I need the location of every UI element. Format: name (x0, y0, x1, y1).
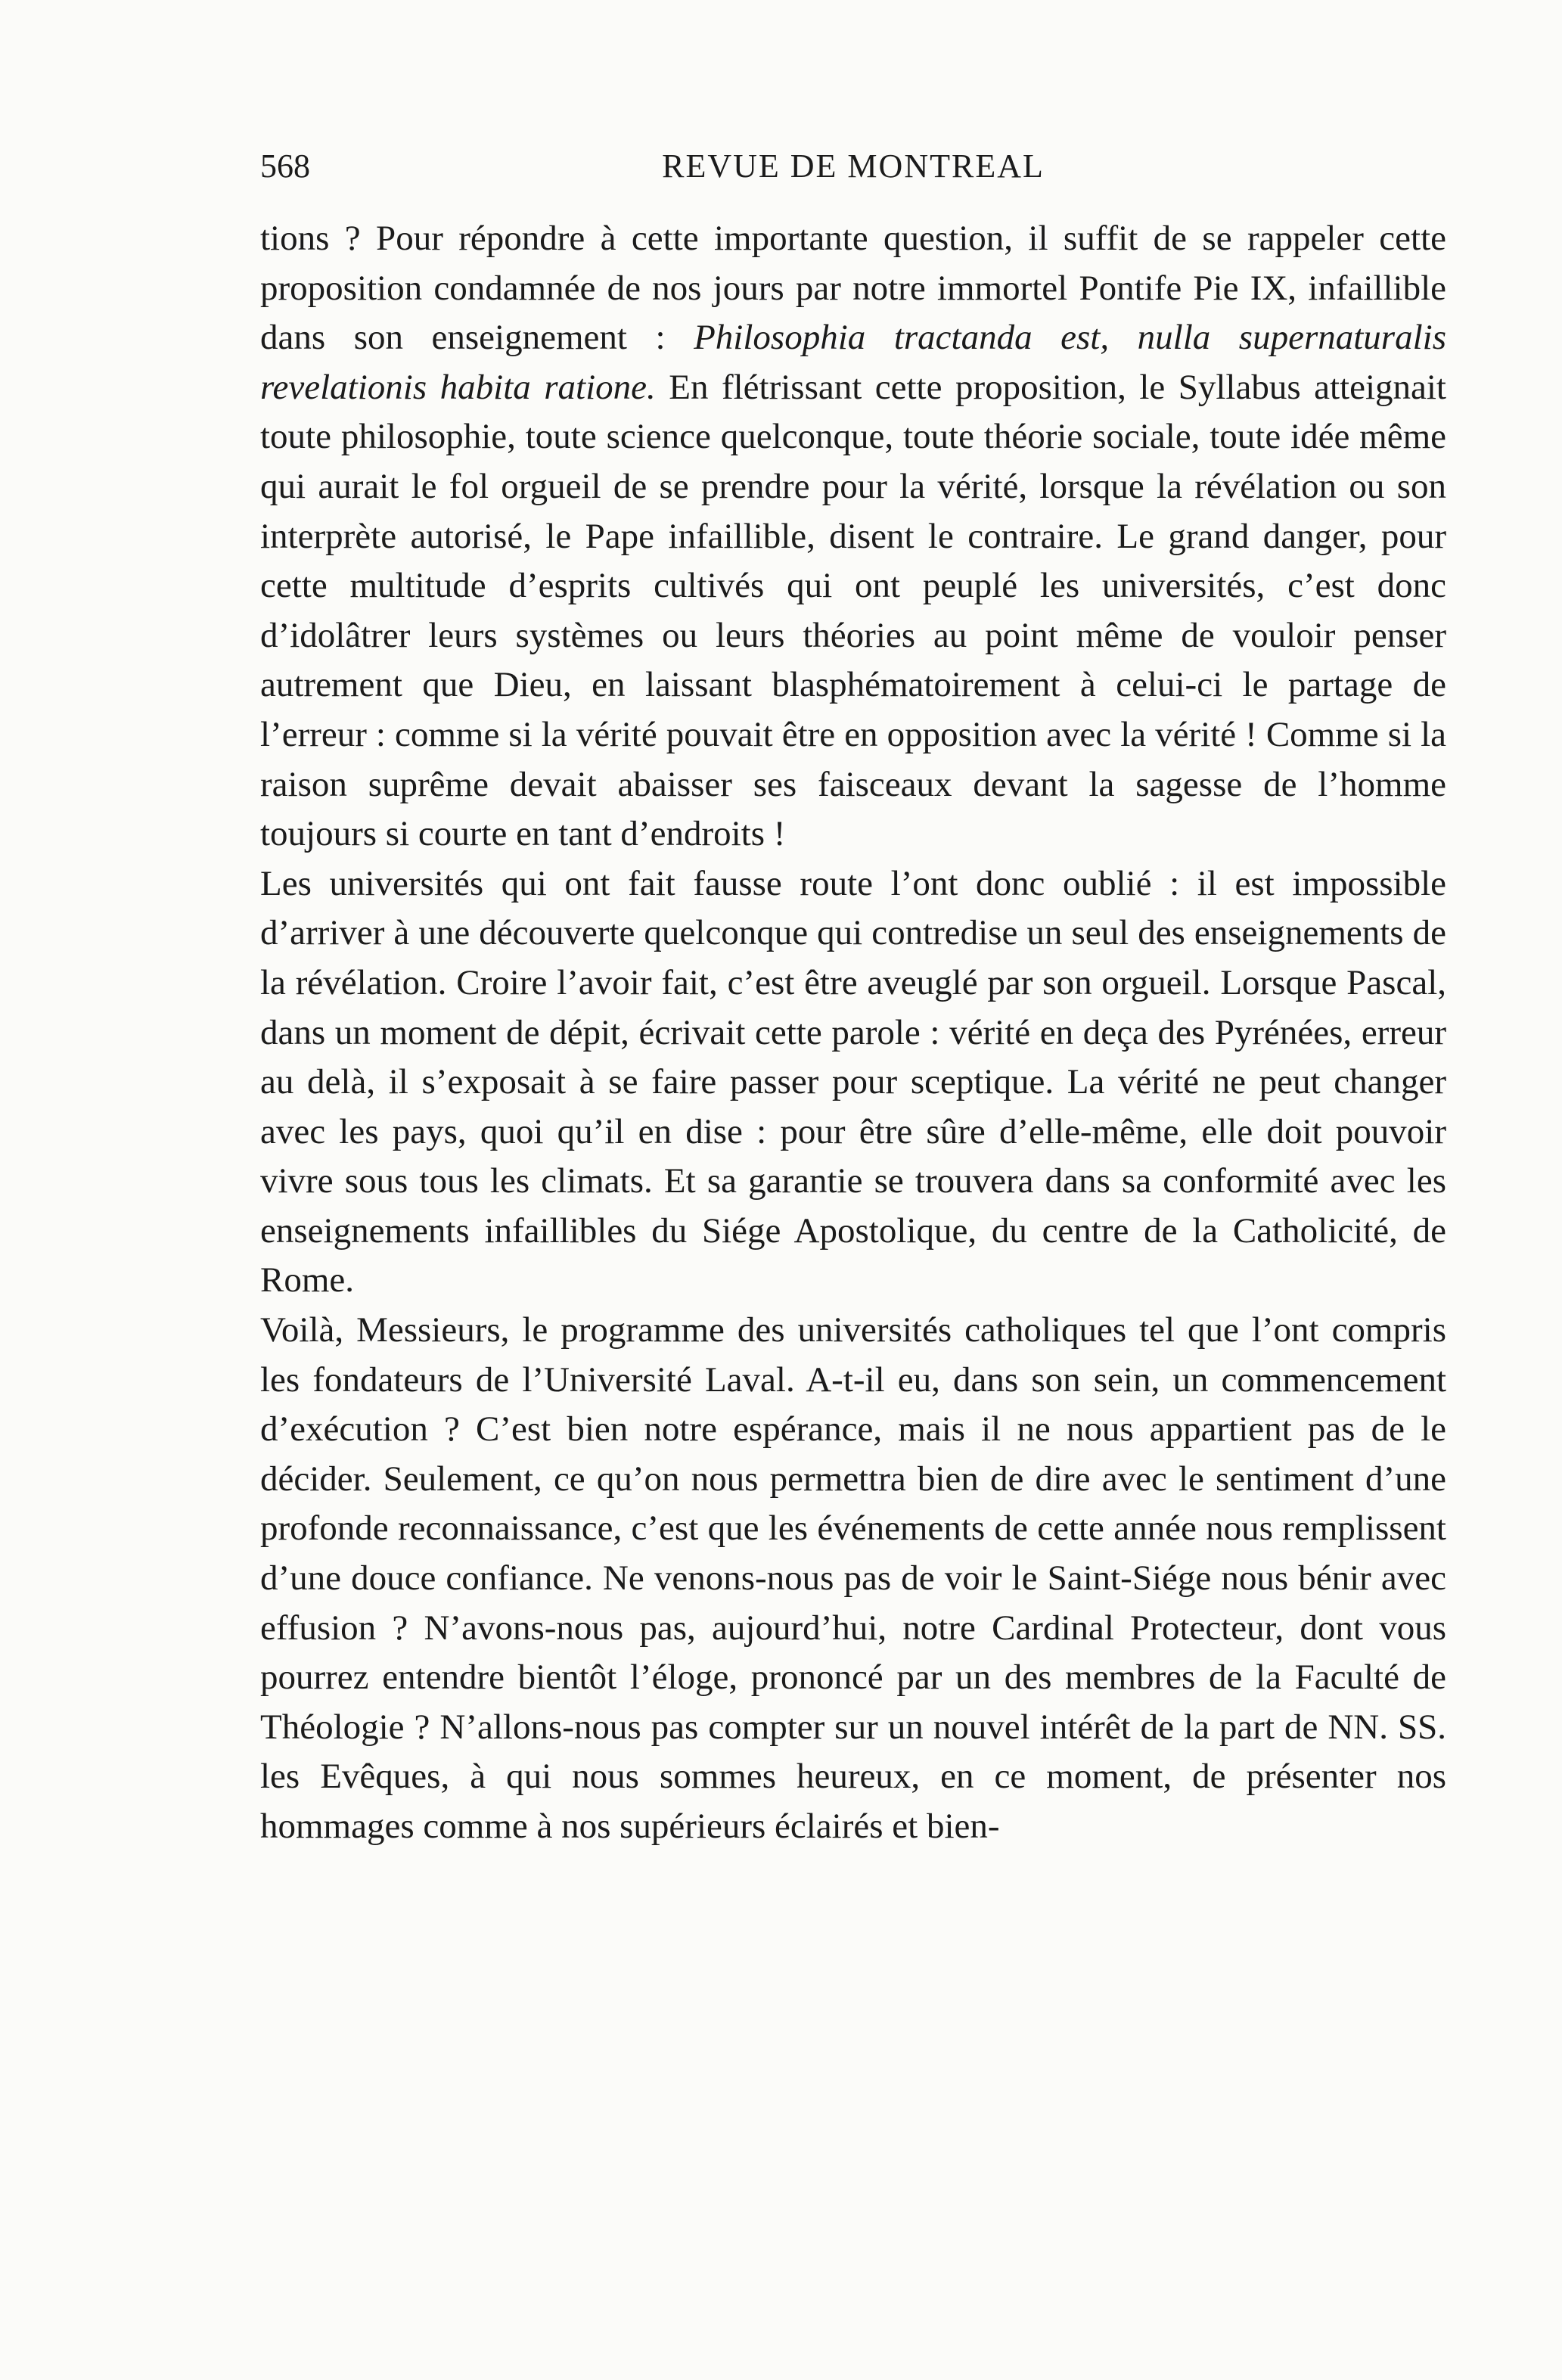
page-number: 568 (260, 148, 310, 185)
running-head (260, 140, 1446, 193)
body-text (260, 214, 1446, 1852)
journal-title: REVUE DE MONTREAL (662, 148, 1045, 185)
paragraph-2: Les universités qui ont fait fausse route l’ont donc oublié : il est impossible d’arriver à une découverte quelconque qui contredise un seul des enseignements de la révélation. Croire l’avoir fait, c’est être aveuglé par son orgueil. Lorsque Pascal, dans un moment de dépit, écrivait cette parole : vérité en deça des Pyrénées, erreur au delà, il s’exposait à se faire passer pour sceptique. La vérité ne peut changer avec les pays, quoi qu’il en dise : pour être sûre d’elle-même, elle doit pouvoir vivre sous tous les climats. Et sa garantie se trouvera dans sa conformité avec les enseignements infaillibles du Siége Apostolique, du centre de la Catholicité, de Rome. (260, 863, 1446, 1300)
paragraph-1-text-b: En flétrissant cette proposition, le Syllabus atteignait toute philosophie, toute science quelconque, toute théorie sociale, toute idée même qui aurait le fol orgueil de se prendre pour la vérité, lorsque la révélation ou son interprète autorisé, le Pape infaillible, disent le contraire. Le grand danger, pour cette multitude d’esprits cultivés qui ont peuplé les universités, c’est donc d’idolâtrer leurs systèmes ou leurs théories au point même de vouloir penser autrement que Dieu, en laissant blasphématoirement à celui-ci le partage de l’erreur : comme si la vérité pouvait être en opposition avec la vérité ! Comme si la raison suprême devait abaisser ses faisceaux devant la sagesse de l’homme toujours si courte en tant d’endroits ! (260, 367, 1446, 854)
latin-proposition: Philosophia tractanda est, nulla supernaturalis revelationis habita ratione. (260, 318, 1446, 407)
book-page (260, 140, 1446, 1852)
paragraph-1 (260, 214, 1446, 859)
paragraph-3: Voilà, Messieurs, le programme des universités catholiques tel que l’ont compris les fondateurs de l’Université Laval. A-t-il eu, dans son sein, un commencement d’exécution ? C’est bien notre espérance, mais il ne nous appartient pas de le décider. Seulement, ce qu’on nous permettra bien de dire avec le sentiment d’une profonde reconnaissance, c’est que les événements de cette année nous remplissent d’une douce confiance. Ne venons-nous pas de voir le Saint-Siége nous bénir avec effusion ? N’avons-nous pas, aujourd’hui, notre Cardinal Protecteur, dont vous pourrez entendre bientôt l’éloge, prononcé par un des membres de la Faculté de Théologie ? N’allons-nous pas compter sur un nouvel intérêt de la part de NN. SS. les Evêques, à qui nous sommes heureux, en ce moment, de présenter nos hommages comme à nos supérieurs éclairés et bien- (260, 1310, 1446, 1846)
paragraph-1-text-a: tions ? Pour répondre à cette importante question, il suffit de se rappeler cette proposition condamnée de nos jours par notre immortel Pontife Pie IX, infaillible dans son enseignement : (260, 219, 1446, 358)
